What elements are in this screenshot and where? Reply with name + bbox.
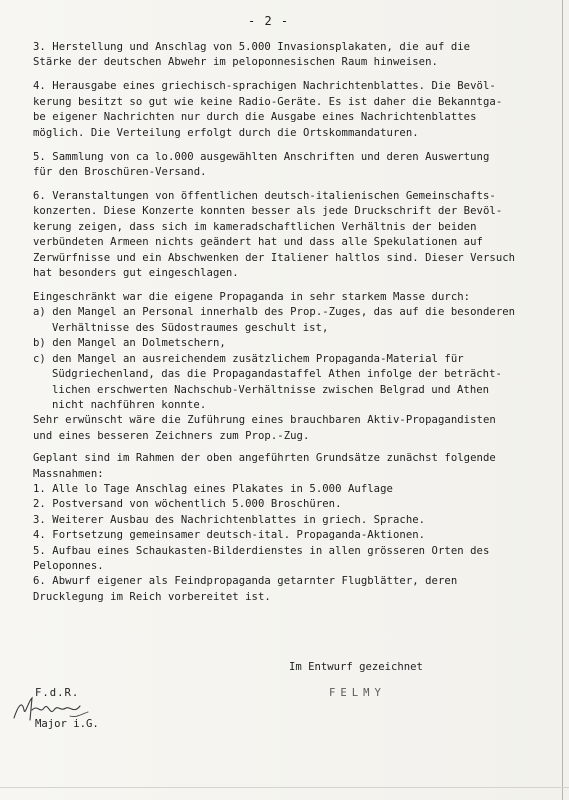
planned-line: 1. Alle lo Tage Anschlag eines Plakates in 5.000 Auflage <box>33 482 393 495</box>
planned-line: Peloponnes. <box>33 559 104 572</box>
planned-line: 2. Postversand von wöchentlich 5.000 Broschüren. <box>33 498 342 511</box>
paragraph-line: verbündeten Armeen nichts geändert hat und dass alle Spekulationen auf <box>33 236 483 249</box>
planned-item <box>33 574 533 605</box>
paragraph-line: kerung besitzt so gut wie keine Radio-Geräte. Es ist daher die Bekanntga- <box>33 95 503 108</box>
signature-block <box>289 660 423 701</box>
restrictions-intro: Eingeschränkt war die eigene Propaganda in sehr starkem Masse durch: <box>33 291 471 304</box>
restriction-line: c) den Mangel an ausreichendem zusätzlichem Propaganda-Material für <box>33 352 464 365</box>
planned-line: 4. Fortsetzung gemeinsamer deutsch-ital. Propaganda-Aktionen. <box>33 529 426 542</box>
planned-intro-line: Massnahmen: <box>33 467 104 480</box>
paragraph-p5 <box>33 150 533 181</box>
restriction-item <box>33 305 533 336</box>
planned-item <box>33 482 533 497</box>
paragraph-line: be eigener Nachrichten nur durch die Ausgabe eines Nachrichtenblattes <box>33 111 477 124</box>
restriction-line: b) den Mangel an Dolmetschern, <box>33 337 226 350</box>
certification-mark: F.d.R. <box>35 687 80 699</box>
paragraph-line: Zerwürfnisse und ein Abschwenken der Italiener haltlos sind. Dieser Versuch <box>33 251 516 264</box>
restrictions-outro-line: Sehr erwünscht wäre die Zuführung eines brauchbaren Aktiv-Propagandisten <box>33 414 496 427</box>
paragraph-p3 <box>33 40 533 71</box>
planned-line: Drucklegung im Reich vorbereitet ist. <box>33 590 271 603</box>
planned-item <box>33 513 533 528</box>
paragraph-line: 3. Herstellung und Anschlag von 5.000 Invasionsplakaten, die auf die <box>33 41 471 53</box>
paragraph-line: 5. Sammlung von ca lo.000 ausgewählten Anschriften und deren Auswertung <box>33 150 490 163</box>
paragraph-line: für den Broschüren-Versand. <box>33 166 207 179</box>
paragraph-line: hat besonders gut eingeschlagen. <box>33 267 239 280</box>
page-bottom-edge <box>0 787 569 788</box>
paragraph-p4 <box>33 79 533 141</box>
restriction-item <box>33 352 533 414</box>
restrictions-outro <box>33 413 533 444</box>
signatory-rank: Major i.G. <box>35 718 99 730</box>
paragraph-line: Stärke der deutschen Abwehr im peloponnesischen Raum hinweisen. <box>33 56 438 69</box>
paragraph-line: 4. Herausgabe eines griechisch-sprachigen Nachrichtenblattes. Die Bevöl- <box>33 80 496 93</box>
paragraph-line: 6. Veranstaltungen von öffentlichen deutsch-italienischen Gemeinschafts- <box>33 190 496 203</box>
restriction-line: Verhältnisse des Südostraumes geschult ist, <box>52 321 329 334</box>
page-number: - 2 - <box>248 14 290 28</box>
numbered-paragraphs <box>33 40 533 281</box>
paragraph-line: möglich. Die Verteilung erfolgt durch die Ortskommandaturen. <box>33 126 419 139</box>
planned-measures-list <box>33 482 533 605</box>
signatory-name: FELMY <box>329 687 386 699</box>
paragraph-line: kerung zeigen, dass sich im kameradschaftlichen Verhältnis der beiden <box>33 220 477 233</box>
draft-note: Im Entwurf gezeichnet <box>289 661 423 673</box>
planned-line: 3. Weiterer Ausbau des Nachrichtenblattes in griech. Sprache. <box>33 513 426 526</box>
restrictions-list <box>33 305 533 413</box>
restriction-item <box>33 336 533 351</box>
planned-item <box>33 544 533 575</box>
restriction-line: a) den Mangel an Personal innerhalb des Prop.-Zuges, das auf die besonderen <box>33 306 516 319</box>
page-edge-shadow <box>562 0 563 800</box>
restrictions-outro-line: und eines besseren Zeichners zum Prop.-Zug. <box>33 429 310 442</box>
restriction-line: nicht nachführen konnte. <box>52 398 207 411</box>
planned-item <box>33 528 533 543</box>
paragraph-line: konzerten. Diese Konzerte konnten besser als jede Druckschrift der Bevöl- <box>33 205 503 218</box>
planned-line: 5. Aufbau eines Schaukasten-Bilderdienstes in allen grösseren Orten des <box>33 544 490 557</box>
planned-intro-line: Geplant sind im Rahmen der oben angeführten Grundsätze zunächst folgende <box>33 452 496 465</box>
restriction-line: Südgriechenland, das die Propagandastaffel Athen infolge der beträcht- <box>52 368 502 381</box>
planned-item <box>33 497 533 512</box>
paragraph-p6 <box>33 189 533 281</box>
planned-line: 6. Abwurf eigener als Feindpropaganda getarnter Flugblätter, deren <box>33 575 458 588</box>
document-body <box>33 40 533 605</box>
planned-intro <box>33 451 533 482</box>
restriction-line: lichen erschwerten Nachschub-Verhältnisse zwischen Belgrad und Athen <box>52 383 490 396</box>
